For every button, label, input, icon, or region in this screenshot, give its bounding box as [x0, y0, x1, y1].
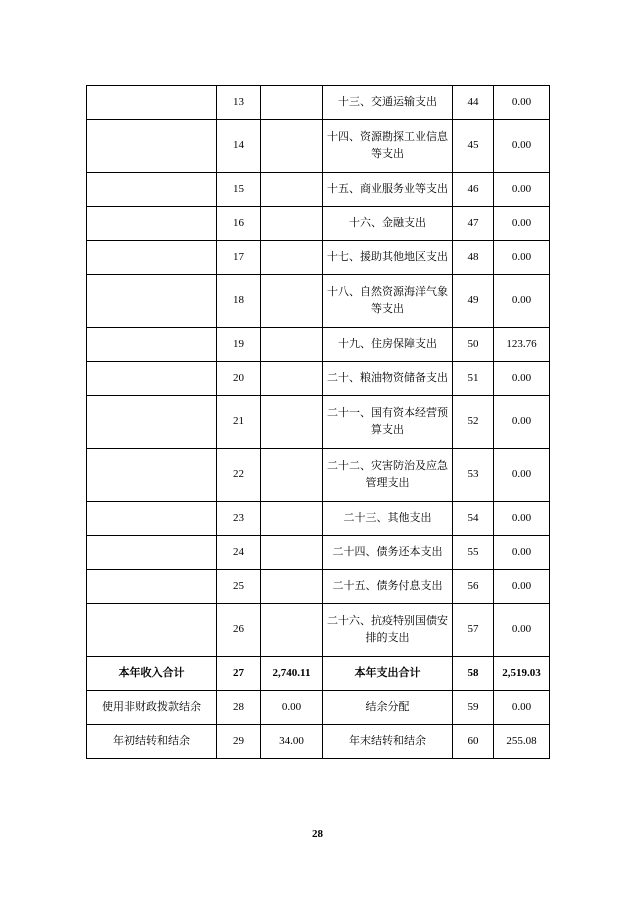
row-expense-amount: 0.00 [494, 120, 550, 173]
row-income-label [87, 396, 217, 449]
row-expense-label: 年末结转和结余 [323, 725, 453, 759]
row-income-line-number: 26 [217, 604, 261, 657]
row-expense-line-number: 46 [453, 173, 494, 207]
table-row [87, 449, 550, 502]
page-number: 28 [312, 828, 323, 840]
row-expense-label: 十九、住房保障支出 [323, 328, 453, 362]
row-income-amount [261, 604, 323, 657]
row-income-amount [261, 120, 323, 173]
row-expense-line-number: 45 [453, 120, 494, 173]
row-expense-line-number: 54 [453, 502, 494, 536]
row-income-amount [261, 328, 323, 362]
row-income-line-number: 28 [217, 691, 261, 725]
row-expense-line-number: 52 [453, 396, 494, 449]
table-row [87, 207, 550, 241]
row-expense-amount: 0.00 [494, 207, 550, 241]
row-income-amount [261, 173, 323, 207]
table-row [87, 536, 550, 570]
row-expense-amount: 123.76 [494, 328, 550, 362]
row-income-line-number: 15 [217, 173, 261, 207]
row-income-label [87, 362, 217, 396]
row-income-line-number: 16 [217, 207, 261, 241]
row-expense-label: 十六、金融支出 [323, 207, 453, 241]
row-expense-label: 十四、资源勘探工业信息等支出 [323, 120, 453, 173]
row-income-label [87, 86, 217, 120]
table-row [87, 241, 550, 275]
row-income-amount: 34.00 [261, 725, 323, 759]
row-income-line-number: 24 [217, 536, 261, 570]
table-row [87, 725, 550, 759]
row-income-amount [261, 396, 323, 449]
row-income-line-number: 29 [217, 725, 261, 759]
row-expense-label: 二十五、债务付息支出 [323, 570, 453, 604]
row-expense-amount: 0.00 [494, 173, 550, 207]
budget-table-container [86, 85, 549, 759]
row-expense-line-number: 49 [453, 275, 494, 328]
row-income-amount: 0.00 [261, 691, 323, 725]
row-expense-line-number: 53 [453, 449, 494, 502]
row-expense-label: 二十六、抗疫特别国债安排的支出 [323, 604, 453, 657]
row-income-amount [261, 570, 323, 604]
row-income-label [87, 120, 217, 173]
row-income-line-number: 20 [217, 362, 261, 396]
row-income-label [87, 570, 217, 604]
row-income-amount: 2,740.11 [261, 657, 323, 691]
row-expense-amount: 0.00 [494, 275, 550, 328]
row-income-line-number: 14 [217, 120, 261, 173]
table-row [87, 570, 550, 604]
row-income-line-number: 27 [217, 657, 261, 691]
row-income-label [87, 604, 217, 657]
table-row [87, 362, 550, 396]
row-income-label [87, 449, 217, 502]
row-expense-label: 十三、交通运输支出 [323, 86, 453, 120]
row-expense-line-number: 50 [453, 328, 494, 362]
row-expense-label: 二十四、债务还本支出 [323, 536, 453, 570]
table-row [87, 691, 550, 725]
row-expense-line-number: 48 [453, 241, 494, 275]
row-income-amount [261, 502, 323, 536]
row-expense-line-number: 51 [453, 362, 494, 396]
row-income-label [87, 502, 217, 536]
row-income-line-number: 23 [217, 502, 261, 536]
table-row [87, 120, 550, 173]
row-income-amount [261, 275, 323, 328]
row-income-line-number: 21 [217, 396, 261, 449]
table-row [87, 328, 550, 362]
row-expense-line-number: 55 [453, 536, 494, 570]
row-expense-line-number: 59 [453, 691, 494, 725]
row-income-amount [261, 536, 323, 570]
row-expense-amount: 2,519.03 [494, 657, 550, 691]
row-income-label [87, 207, 217, 241]
table-row [87, 396, 550, 449]
row-income-line-number: 17 [217, 241, 261, 275]
row-expense-line-number: 56 [453, 570, 494, 604]
row-expense-line-number: 47 [453, 207, 494, 241]
row-expense-amount: 0.00 [494, 241, 550, 275]
row-income-label: 本年收入合计 [87, 657, 217, 691]
row-income-label [87, 328, 217, 362]
row-expense-amount: 0.00 [494, 570, 550, 604]
row-income-label [87, 241, 217, 275]
row-income-amount [261, 362, 323, 396]
row-expense-amount: 255.08 [494, 725, 550, 759]
row-income-label [87, 536, 217, 570]
row-expense-line-number: 57 [453, 604, 494, 657]
budget-table-body [87, 86, 550, 759]
row-income-line-number: 22 [217, 449, 261, 502]
row-expense-label: 十八、自然资源海洋气象等支出 [323, 275, 453, 328]
row-expense-label: 二十、粮油物资储备支出 [323, 362, 453, 396]
row-expense-label: 二十一、国有资本经营预算支出 [323, 396, 453, 449]
row-income-label [87, 173, 217, 207]
row-expense-amount: 0.00 [494, 396, 550, 449]
row-expense-label: 二十三、其他支出 [323, 502, 453, 536]
row-income-amount [261, 86, 323, 120]
row-income-label: 使用非财政拨款结余 [87, 691, 217, 725]
row-expense-label: 本年支出合计 [323, 657, 453, 691]
row-expense-amount: 0.00 [494, 86, 550, 120]
budget-table [86, 85, 550, 759]
row-expense-amount: 0.00 [494, 362, 550, 396]
table-row [87, 86, 550, 120]
row-income-amount [261, 207, 323, 241]
row-income-amount [261, 241, 323, 275]
row-income-line-number: 25 [217, 570, 261, 604]
row-expense-amount: 0.00 [494, 691, 550, 725]
row-income-line-number: 18 [217, 275, 261, 328]
row-expense-label: 十五、商业服务业等支出 [323, 173, 453, 207]
row-expense-line-number: 44 [453, 86, 494, 120]
row-expense-amount: 0.00 [494, 502, 550, 536]
table-row [87, 604, 550, 657]
row-expense-amount: 0.00 [494, 449, 550, 502]
row-expense-line-number: 58 [453, 657, 494, 691]
table-row [87, 275, 550, 328]
table-row [87, 173, 550, 207]
table-row [87, 502, 550, 536]
table-row [87, 657, 550, 691]
row-expense-label: 结余分配 [323, 691, 453, 725]
row-income-label [87, 275, 217, 328]
row-income-line-number: 19 [217, 328, 261, 362]
row-income-label: 年初结转和结余 [87, 725, 217, 759]
row-income-line-number: 13 [217, 86, 261, 120]
row-expense-label: 十七、援助其他地区支出 [323, 241, 453, 275]
row-expense-amount: 0.00 [494, 536, 550, 570]
row-expense-amount: 0.00 [494, 604, 550, 657]
row-expense-label: 二十二、灾害防治及应急管理支出 [323, 449, 453, 502]
row-expense-line-number: 60 [453, 725, 494, 759]
row-income-amount [261, 449, 323, 502]
